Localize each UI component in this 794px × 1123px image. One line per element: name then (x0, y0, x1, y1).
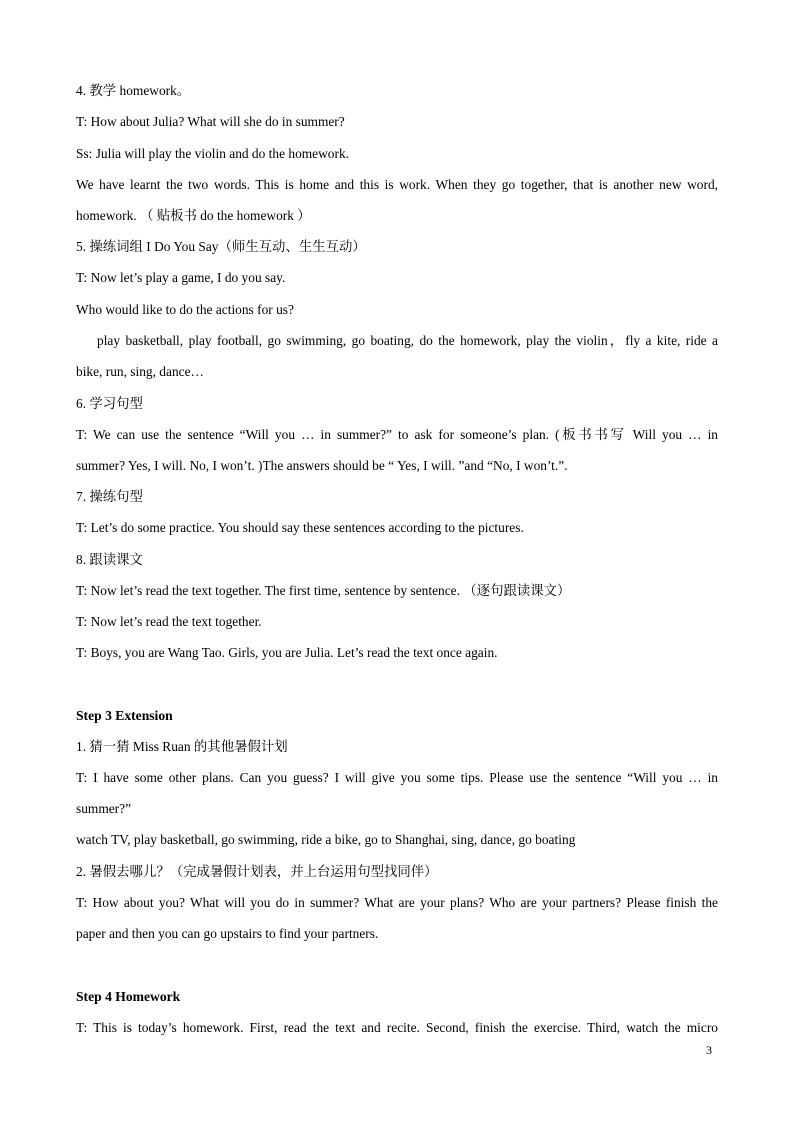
teacher-line: T: How about you? What will you do in summer? What are your plans? Who are your partners? Please finish the (76, 895, 718, 910)
phrase-list-line: bike, run, sing, dance… (76, 364, 204, 379)
teacher-line: T: Now let’s read the text together. The first time, sentence by sentence. （逐句跟读课文） (76, 583, 571, 598)
activity-list-line: watch TV, play basketball, go swimming, ride a bike, go to Shanghai, sing, dance, go boating (76, 832, 576, 847)
step-4-teach-homework: 4. 教学 homework。 (76, 83, 191, 98)
teacher-line: T: I have some other plans. Can you guess? I will give you some tips. Please use the sentence “Will you … in (76, 770, 718, 785)
students-line: Ss: Julia will play the violin and do the homework. (76, 146, 349, 161)
section-heading-extension: Step 3 Extension (76, 708, 173, 723)
paragraph-line: summer?” (76, 801, 132, 816)
section-heading-homework: Step 4 Homework (76, 989, 181, 1004)
extension-item-1: 1. 猜一猜 Miss Ruan 的其他暑假计划 (76, 739, 288, 754)
page-number: 3 (706, 1043, 712, 1057)
extension-item-2: 2. 暑假去哪儿？（完成暑假计划表，并上台运用句型找同伴） (76, 864, 438, 879)
teacher-line: T: This is today’s homework. First, read the text and recite. Second, finish the exercise. Third, watch the micro (76, 1020, 718, 1035)
step-6-learn-sentence: 6. 学习句型 (76, 396, 143, 411)
paragraph-line: Who would like to do the actions for us? (76, 302, 294, 317)
paragraph-line: homework. （ 贴板书 do the homework ） (76, 208, 311, 223)
paragraph-line: summer? Yes, I will. No, I won’t. )The answers should be “ Yes, I will. ”and “No, I won’t.”. (76, 458, 568, 473)
teacher-line: T: Boys, you are Wang Tao. Girls, you are Julia. Let’s read the text once again. (76, 645, 498, 660)
teacher-line: T: Let’s do some practice. You should say these sentences according to the pictures. (76, 520, 524, 535)
teacher-line: T: Now let’s play a game, I do you say. (76, 270, 286, 285)
teacher-line: T: How about Julia? What will she do in summer? (76, 114, 345, 129)
phrase-list-line: play basketball, play football, go swimming, go boating, do the homework, play the violin，fly a kite, ride a (97, 333, 718, 348)
teacher-line: T: We can use the sentence “Will you … in summer?” to ask for someone’s plan. (板书书写 Will you … in (76, 427, 718, 442)
step-8-read-text: 8. 跟读课文 (76, 552, 143, 567)
teacher-line: T: Now let’s read the text together. (76, 614, 262, 629)
step-7-practice-sentence: 7. 操练句型 (76, 489, 143, 504)
paragraph-line: paper and then you can go upstairs to find your partners. (76, 926, 379, 941)
document-page (76, 0, 718, 1123)
paragraph-line: We have learnt the two words. This is home and this is work. When they go together, that is another new word, (76, 177, 718, 192)
step-5-practice-phrases: 5. 操练词组 I Do You Say（师生互动、生生互动） (76, 239, 366, 254)
